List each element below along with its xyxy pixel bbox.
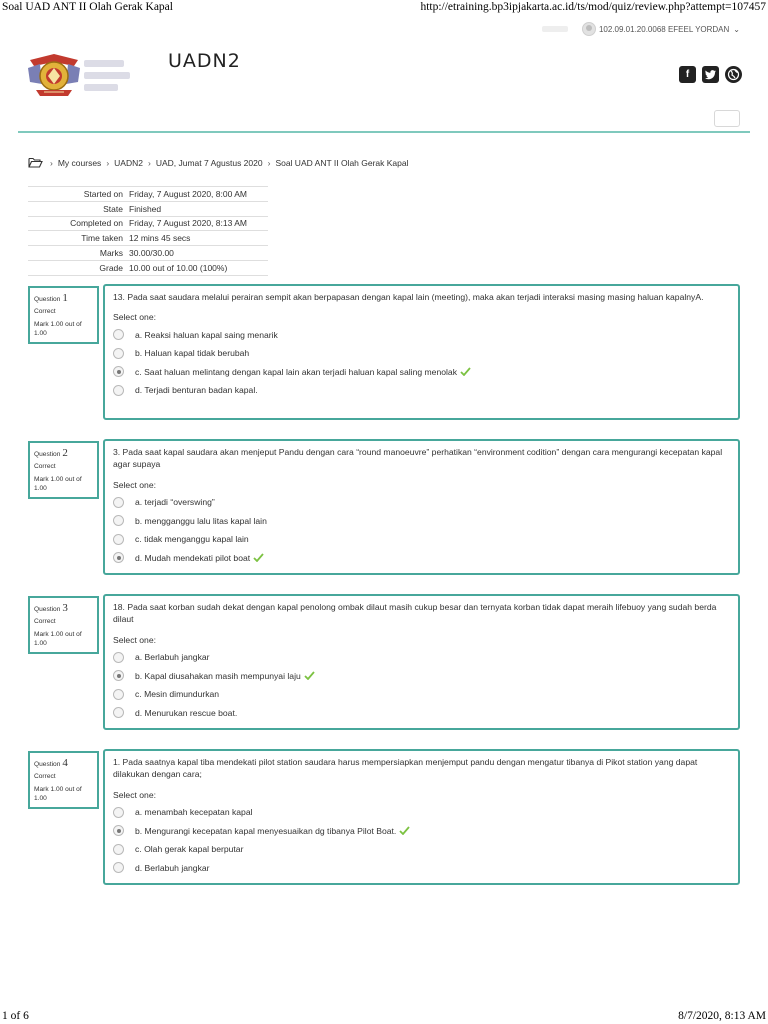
answer-option [113, 548, 730, 567]
answer-option [113, 511, 730, 530]
question-text: 3. Pada saat kapal saudara akan menjeput Pandu dengan cara “round manoeuvre” perhatikan “environment codition” dengan cara mengurangi kecepatan kapal agar supaya [113, 447, 723, 470]
print-page-title: Soal UAD ANT II Olah Gerak Kapal [2, 1, 173, 13]
answer-option [113, 840, 730, 859]
answer-label: d. Mudah mendekati pilot boat [135, 552, 251, 563]
emblem-icon [24, 46, 84, 102]
answer-radio-selected[interactable] [113, 825, 124, 836]
summary-value: 12 mins 45 secs [126, 231, 268, 246]
folder-open-icon[interactable] [28, 157, 43, 168]
twitter-icon[interactable] [702, 66, 719, 83]
breadcrumb-course[interactable]: UADN2 [114, 157, 143, 168]
question-state: Correct [34, 617, 56, 625]
answer-radio-selected[interactable] [113, 552, 124, 563]
select-one-prompt: Select one: [113, 312, 156, 323]
answer-radio[interactable] [113, 707, 124, 718]
globe-icon[interactable] [725, 66, 742, 83]
answer-radio[interactable] [113, 497, 124, 508]
correct-check-icon [253, 553, 264, 562]
breadcrumb-separator: › [50, 157, 53, 168]
answer-radio[interactable] [113, 348, 124, 359]
select-one-prompt: Select one: [113, 479, 156, 490]
answer-label: d. Menurukan rescue boat. [135, 707, 238, 718]
print-header [0, 0, 768, 16]
summary-row [28, 216, 268, 231]
summary-label: Completed on [28, 216, 126, 231]
question-label: Question [34, 451, 61, 458]
chevron-down-icon[interactable]: ⌄ [733, 24, 740, 34]
answer-label: c. tidak menganggu kapal lain [135, 534, 249, 545]
breadcrumb-separator: › [106, 157, 110, 168]
answer-label: c. Mesin dimundurkan [135, 689, 220, 700]
print-page-url: http://etraining.bp3ipjakarta.ac.id/ts/mod/quiz/review.php?attempt=107457 [420, 1, 766, 13]
question-number: 3 [62, 602, 68, 614]
answer-list [113, 325, 730, 399]
social-links [679, 66, 742, 83]
summary-value: 10.00 out of 10.00 (100%) [126, 260, 268, 275]
select-one-prompt: Select one: [113, 789, 156, 800]
answer-label: c. Saat haluan melintang dengan kapal lain akan terjadi haluan kapal saling menolak [135, 366, 458, 377]
breadcrumb-separator: › [267, 157, 271, 168]
answer-list [113, 493, 730, 567]
answer-label: d. Terjadi benturan badan kapal. [135, 385, 258, 396]
question-mark: Mark 1.00 out of 1.00 [34, 785, 82, 802]
question-2-content [103, 439, 740, 575]
answer-option [113, 381, 730, 400]
answer-label: d. Berlabuh jangkar [135, 862, 210, 873]
answer-list [113, 803, 730, 877]
breadcrumb-my-courses[interactable]: My courses [57, 157, 102, 168]
answer-label: b. Kapal diusahakan masih mempunyai laju [135, 670, 301, 681]
summary-value: Finished [126, 201, 268, 216]
answer-option [113, 493, 730, 512]
select-one-prompt: Select one: [113, 634, 156, 645]
answer-option [113, 344, 730, 363]
question-1-info [28, 286, 99, 344]
answer-radio[interactable] [113, 385, 124, 396]
summary-label: Grade [28, 260, 126, 275]
question-number: 4 [62, 757, 68, 769]
answer-option [113, 530, 730, 549]
question-label: Question [34, 296, 61, 303]
question-state: Correct [34, 772, 56, 780]
answer-option [113, 821, 730, 840]
print-footer [0, 1008, 768, 1024]
breadcrumb-section[interactable]: UAD, Jumat 7 Agustus 2020 [155, 157, 263, 168]
answer-list [113, 648, 730, 722]
question-text: 18. Pada saat korban sudah dekat dengan kapal penolong ombak dilaut masih cukup besar dan ternyata korban tidak dapat meraih lifebuoy yang sudah berda dilaut [113, 602, 717, 625]
logo-text-blurred [84, 60, 132, 90]
summary-row [28, 231, 268, 246]
summary-label: State [28, 201, 126, 216]
answer-label: a. terjadi “overswing” [135, 497, 215, 508]
attempt-summary-table [28, 186, 268, 276]
site-logo[interactable] [24, 46, 136, 102]
answer-label: b. mengganggu lalu litas kapal lain [135, 515, 267, 526]
answer-radio[interactable] [113, 689, 124, 700]
answer-option [113, 685, 730, 704]
answer-radio-selected[interactable] [113, 670, 124, 681]
user-avatar-icon[interactable] [582, 22, 596, 36]
question-mark: Mark 1.00 out of 1.00 [34, 320, 82, 337]
answer-label: a. menambah kecepatan kapal [135, 807, 253, 818]
summary-label: Started on [28, 187, 126, 202]
summary-label: Time taken [28, 231, 126, 246]
breadcrumb [28, 157, 409, 168]
answer-radio[interactable] [113, 329, 124, 340]
summary-label: Marks [28, 246, 126, 261]
answer-radio[interactable] [113, 652, 124, 663]
print-page-number: 1 of 6 [2, 1010, 29, 1022]
question-mark: Mark 1.00 out of 1.00 [34, 630, 82, 647]
answer-radio[interactable] [113, 807, 124, 818]
summary-row [28, 260, 268, 275]
question-text: 13. Pada saat saudara melalui perairan sempit akan berpapasan dengan kapal lain (meeting), maka akan terjadi interaksi masing masing haluan kapalnyA. [113, 292, 704, 302]
correct-check-icon [304, 671, 315, 680]
question-label: Question [34, 761, 61, 768]
answer-label: c. Olah gerak kapal berputar [135, 844, 244, 855]
answer-option [113, 362, 730, 381]
answer-radio[interactable] [113, 844, 124, 855]
summary-value: Friday, 7 August 2020, 8:00 AM [126, 187, 268, 202]
answer-option [113, 703, 730, 722]
user-menu[interactable] [582, 19, 740, 39]
question-number: 2 [62, 447, 68, 459]
question-4-content [103, 749, 740, 885]
summary-value: 30.00/30.00 [126, 246, 268, 261]
question-4-info [28, 751, 99, 809]
answer-option [113, 666, 730, 685]
answer-option [113, 803, 730, 822]
notification-placeholder [542, 26, 568, 32]
question-1-content [103, 284, 740, 420]
answer-option [113, 325, 730, 344]
breadcrumb-quiz[interactable]: Soal UAD ANT II Olah Gerak Kapal [275, 157, 409, 168]
correct-check-icon [399, 826, 410, 835]
question-3-info [28, 596, 99, 654]
answer-label: a. Reaksi haluan kapal saing menarik [135, 329, 278, 340]
answer-radio[interactable] [113, 534, 124, 545]
correct-check-icon [460, 367, 471, 376]
question-state: Correct [34, 462, 56, 470]
nav-toggle-button[interactable] [714, 110, 740, 127]
site-name[interactable]: UADN2 [168, 50, 241, 72]
question-3-content [103, 594, 740, 730]
summary-value: Friday, 7 August 2020, 8:13 AM [126, 216, 268, 231]
question-text: 1. Pada saatnya kapal tiba mendekati pilot station saudara harus mempersiapkan menjemput pandu dengan mengatur tibanya di Pikot station yang dapat dilakukan dengan cara; [113, 757, 698, 780]
facebook-icon[interactable]: f [679, 66, 696, 83]
answer-label: a. Berlabuh jangkar [135, 652, 210, 663]
question-2-info [28, 441, 99, 499]
question-mark: Mark 1.00 out of 1.00 [34, 475, 82, 492]
answer-option [113, 858, 730, 877]
answer-label: b. Mengurangi kecepatan kapal menyesuaikan dg tibanya Pilot Boat. [135, 825, 397, 836]
answer-radio[interactable] [113, 515, 124, 526]
summary-row [28, 246, 268, 261]
summary-row [28, 201, 268, 216]
answer-label: b. Haluan kapal tidak berubah [135, 348, 250, 359]
answer-radio[interactable] [113, 862, 124, 873]
print-datetime: 8/7/2020, 8:13 AM [678, 1010, 766, 1022]
header-divider [18, 131, 750, 133]
user-name[interactable]: 102.09.01.20.0068 EFEEL YORDAN [598, 24, 730, 34]
question-number: 1 [62, 292, 68, 304]
summary-row [28, 187, 268, 202]
question-state: Correct [34, 307, 56, 315]
question-label: Question [34, 606, 61, 613]
answer-radio-selected[interactable] [113, 366, 124, 377]
answer-option [113, 648, 730, 667]
breadcrumb-separator: › [147, 157, 151, 168]
